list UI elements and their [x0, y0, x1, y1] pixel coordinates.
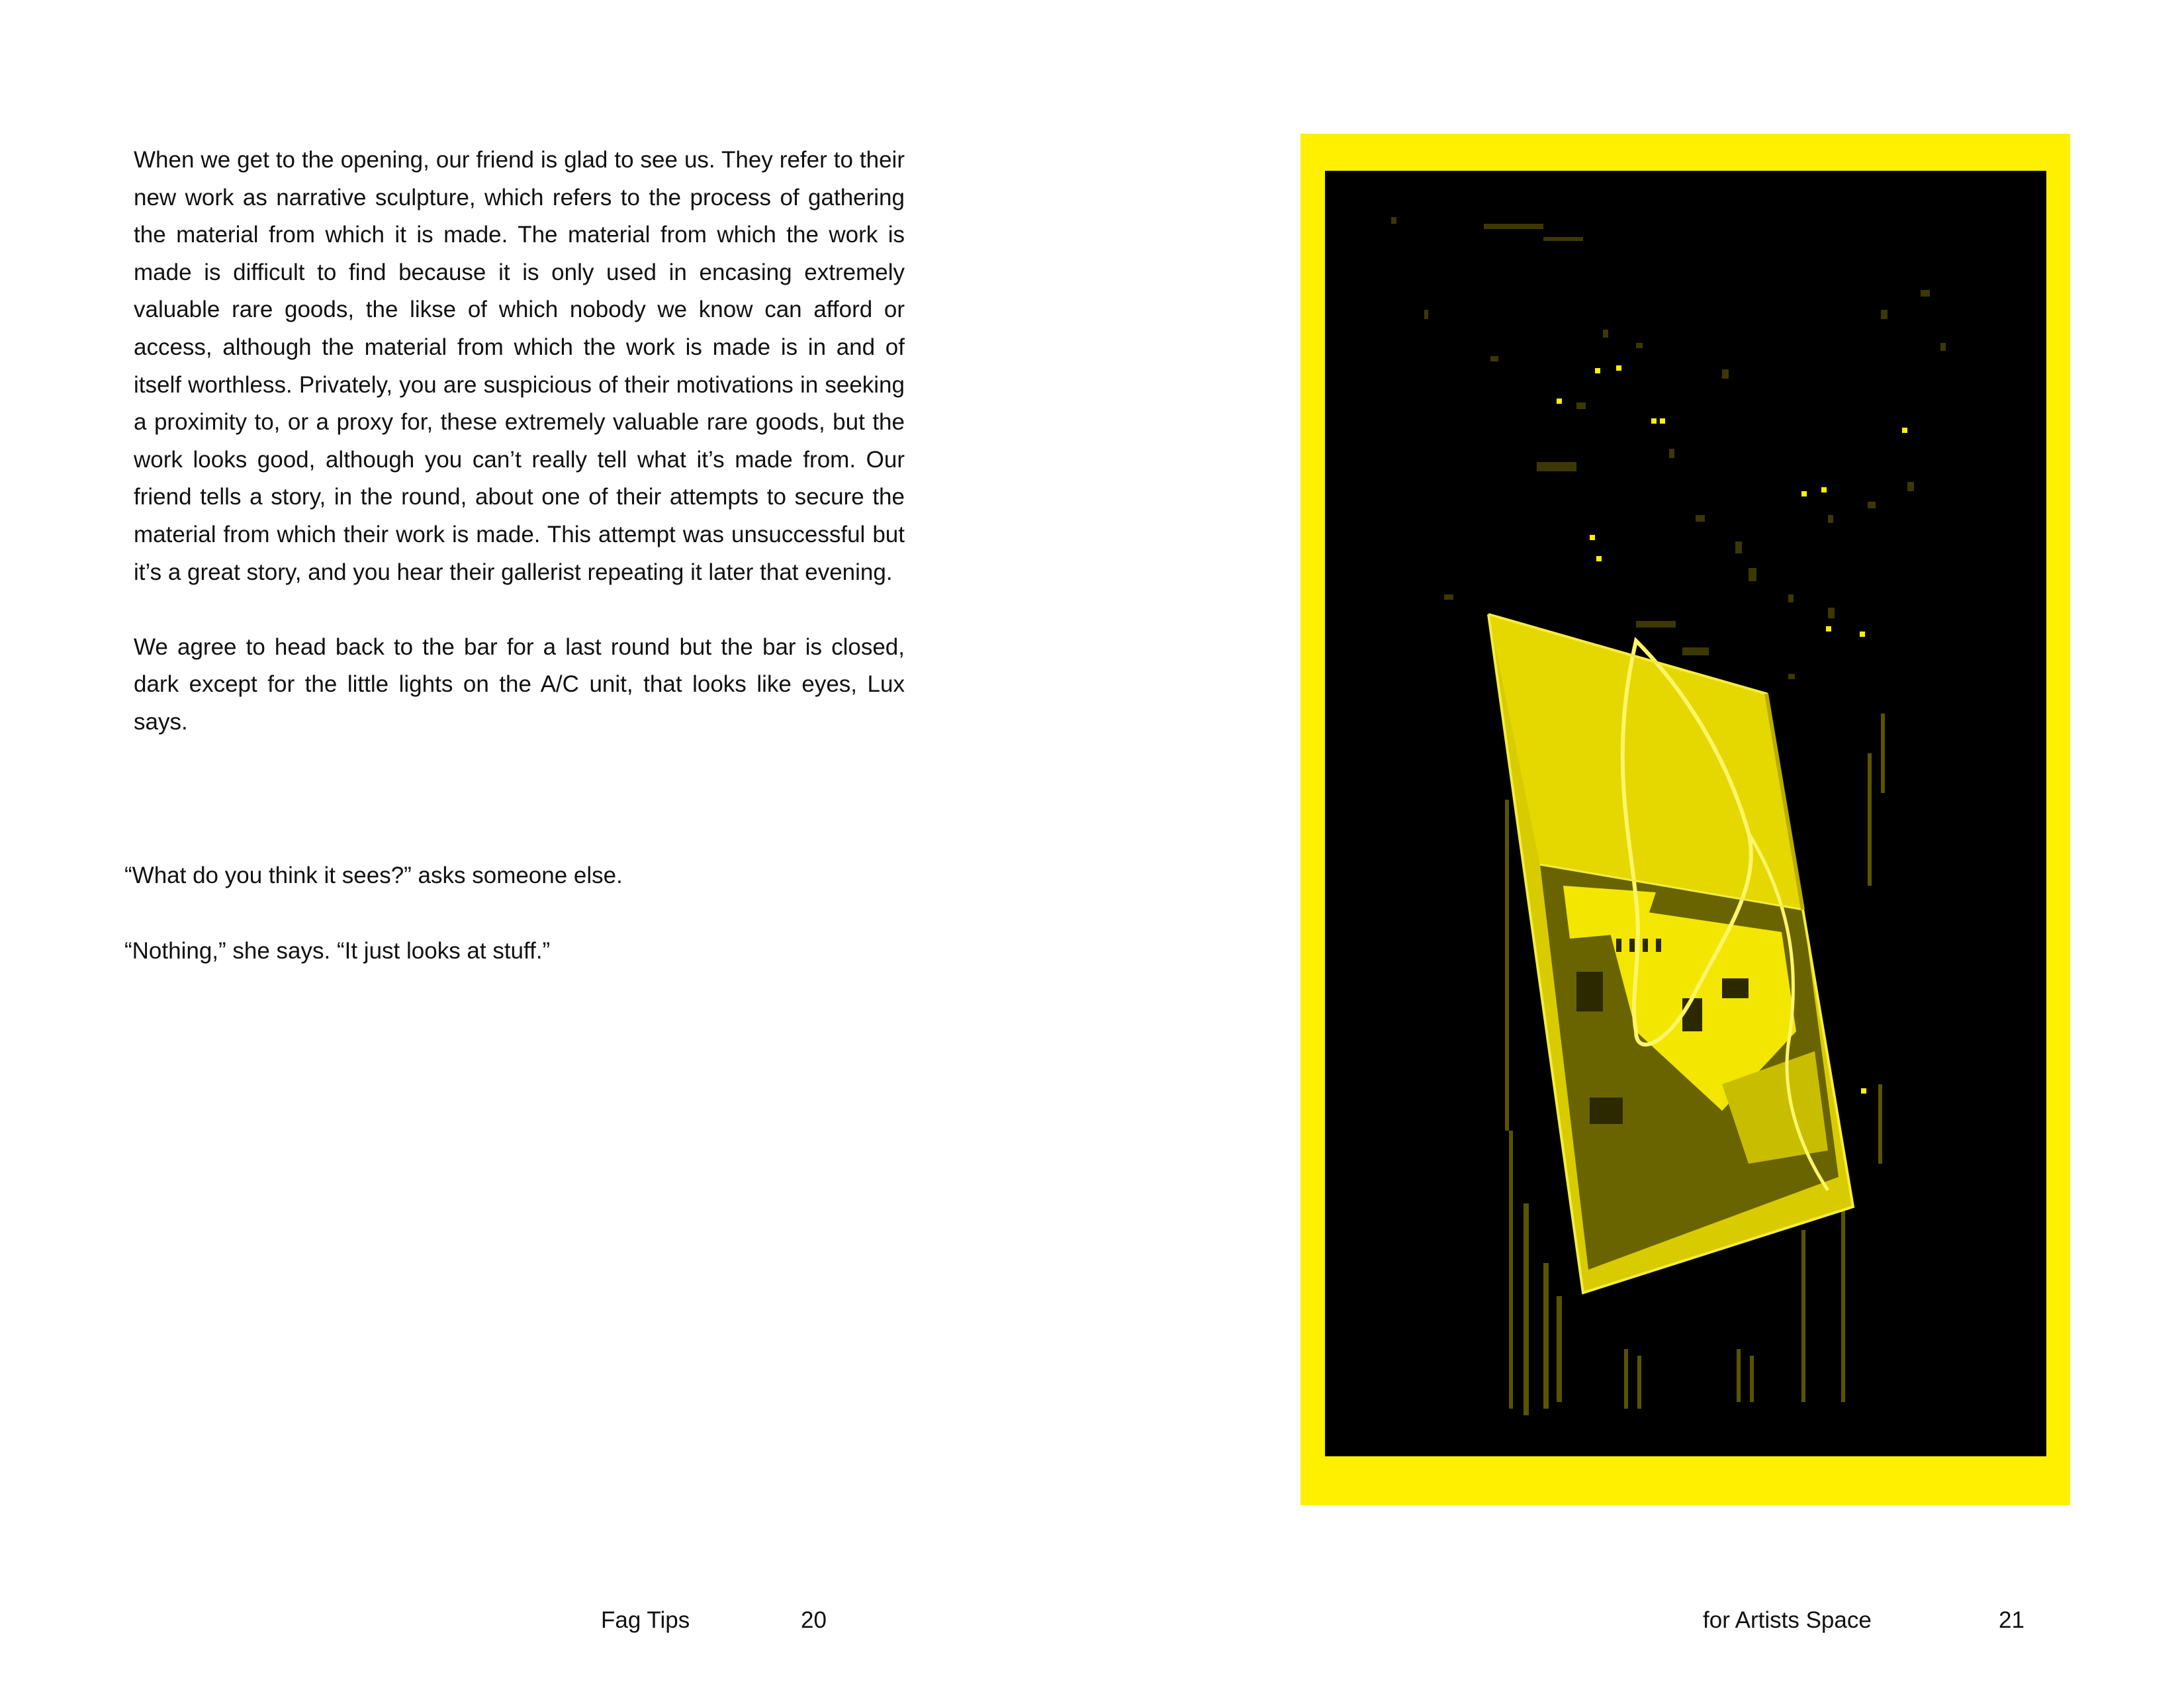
dialogue-question: “What do you think it sees?” asks someone else.: [124, 863, 623, 888]
page-number-left: 20: [801, 1607, 827, 1633]
paragraph-bar: We agree to head back to the bar for a last round but the bar is closed, dark except for the little lights on the A/C unit, that looks like eyes, Lux says.: [134, 633, 905, 735]
paragraph-opening: When we get to the opening, our friend is glad to see us. They refer to their new work as narrative sculpture, which refers to the process of gathering the material from which it is made. The material from which the work is made is difficult to find because it is only used in encasing extremely valuable rare goods, the likse of which nobody we know can afford or access, although the material from which the work is made is in and of itself worthless. Privately, you are suspicious of their motivations in seeking a proximity to, or a proxy for, these extremely valuable rare goods, but the work looks good, although you can’t really tell what it’s made from. Our friend tells a story, in the round, about one of their attempts to secure the material from which their work is made. This attempt was unsuccessful but it’s a great story, and you hear their gallerist repeating it later that evening.: [134, 147, 905, 585]
page-number-right: 21: [1999, 1607, 2025, 1633]
body-text: [134, 142, 905, 741]
sculpture-image: [1325, 171, 2046, 1456]
dialogue-answer: “Nothing,” she says. “It just looks at stuff.”: [124, 938, 551, 964]
sculpture-photo: [1325, 171, 2046, 1456]
yellow-frame: [1300, 134, 2070, 1505]
footer-title-left: Fag Tips: [601, 1607, 690, 1633]
footer-title-right: for Artists Space: [1703, 1607, 1872, 1633]
